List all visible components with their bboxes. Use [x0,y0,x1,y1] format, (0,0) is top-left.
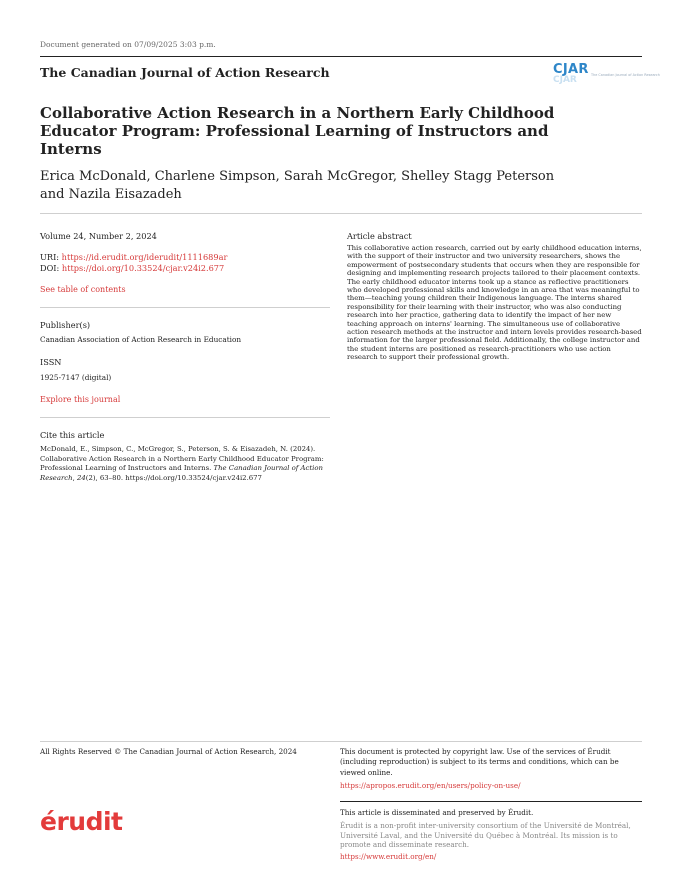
journal-name: The Canadian Journal of Action Research [40,65,330,80]
rights-notice: All Rights Reserved © The Canadian Journal of Action Research, 2024 [40,747,297,756]
cjar-logo-text: CJAR [553,62,589,77]
volume-info: Volume 24, Number 2, 2024 [40,231,157,241]
citation-text [40,445,330,483]
left-divider-1 [40,307,330,308]
publisher-name: Canadian Association of Action Research in Education [40,335,242,344]
uri-line [40,252,227,262]
citation-journal: The Canadian Journal of Action Research [40,464,323,482]
citation-volume: 24 [76,473,86,482]
disseminated-text: This article is disseminated and preserved by Érudit. [340,808,534,817]
issn-value: 1925-7147 (digital) [40,373,112,382]
abstract-text: This collaborative action research, carried out by early childhood education interns, with the support of their instructor and two university researchers, shows the empowerment of postsecondary students that occurs when they are responsible for designing and implementing research projects tailored to their placement contexts. The early childhood educator interns took up a stance as reflective practitioners who developed professional skills and knowledge in an area that was meaningful to them—teaching young children their Indigenous language. The interns shared responsibility for their learning with their instructor, who was also conducting research into her practice, gathering data to identify the impact of her new teaching approach on interns' learning. The simultaneous use of collaborative action research methods at the instructor and intern levels provides research-based information for the larger professional field. Additionally, the college instructor and the student interns are positioned as research-practitioners who use action research to support their professional growth. [347,244,642,362]
explore-journal-link[interactable]: Explore this journal [40,395,121,404]
cite-heading: Cite this article [40,430,105,440]
left-divider-2 [40,417,330,418]
citation-pages: (2), 63–80. https://doi.org/10.33524/cjar.v24i2.677 [85,473,262,482]
issn-heading: ISSN [40,357,62,367]
table-of-contents-link[interactable]: See table of contents [40,285,126,294]
erudit-logo: érudit [40,807,123,836]
copyright-notice [340,747,640,792]
citation-body: McDonald, E., Simpson, C., McGregor, S., Peterson, S. & Eisazadeh, N. (2024). Collaborative Action Research in a Northern Early Childhood Educator Program: Professional Learning of Instructors and Interns. [40,445,324,473]
footer-divider [40,741,642,742]
citation-separator: , [72,473,77,482]
doi-label: DOI: [40,263,62,273]
uri-link[interactable]: https://id.erudit.org/iderudit/1111689ar [61,252,228,262]
abstract-heading: Article abstract [347,231,412,241]
copyright-text: This document is protected by copyright law. Use of the services of Érudit (including reproduction) is subject to its terms and conditions, which can be viewed online. [340,747,619,777]
title-divider [40,213,642,214]
cjar-logo-subtext: The Canadian Journal of Action Research [591,73,660,77]
doi-line [40,263,224,273]
uri-label: URI: [40,252,62,262]
erudit-website-link[interactable]: https://www.erudit.org/en/ [340,852,437,862]
cjar-logo-reflection: CJAR [553,75,577,85]
article-title: Collaborative Action Research in a Northern Early Childhood Educator Program: Professional Learning of Instructors and Interns [40,104,555,158]
header-divider [40,56,642,57]
doi-link[interactable]: https://doi.org/10.33524/cjar.v24i2.677 [61,263,225,273]
erudit-divider [340,801,642,802]
policy-link[interactable]: https://apropos.erudit.org/en/users/policy-on-use/ [340,781,521,791]
erudit-info [340,808,640,862]
publisher-heading: Publisher(s) [40,320,91,330]
cjar-logo [553,62,660,88]
generated-timestamp: Document generated on 07/09/2025 3:03 p.m. [40,40,216,49]
consortium-text: Érudit is a non-profit inter-university consortium of the Université de Montréal, Université Laval, and the Université du Québec à Montréal. Its mission is to promote and disseminate research. [340,820,631,850]
article-authors: Erica McDonald, Charlene Simpson, Sarah McGregor, Shelley Stagg Peterson and Nazila Eisazadeh [40,169,555,202]
